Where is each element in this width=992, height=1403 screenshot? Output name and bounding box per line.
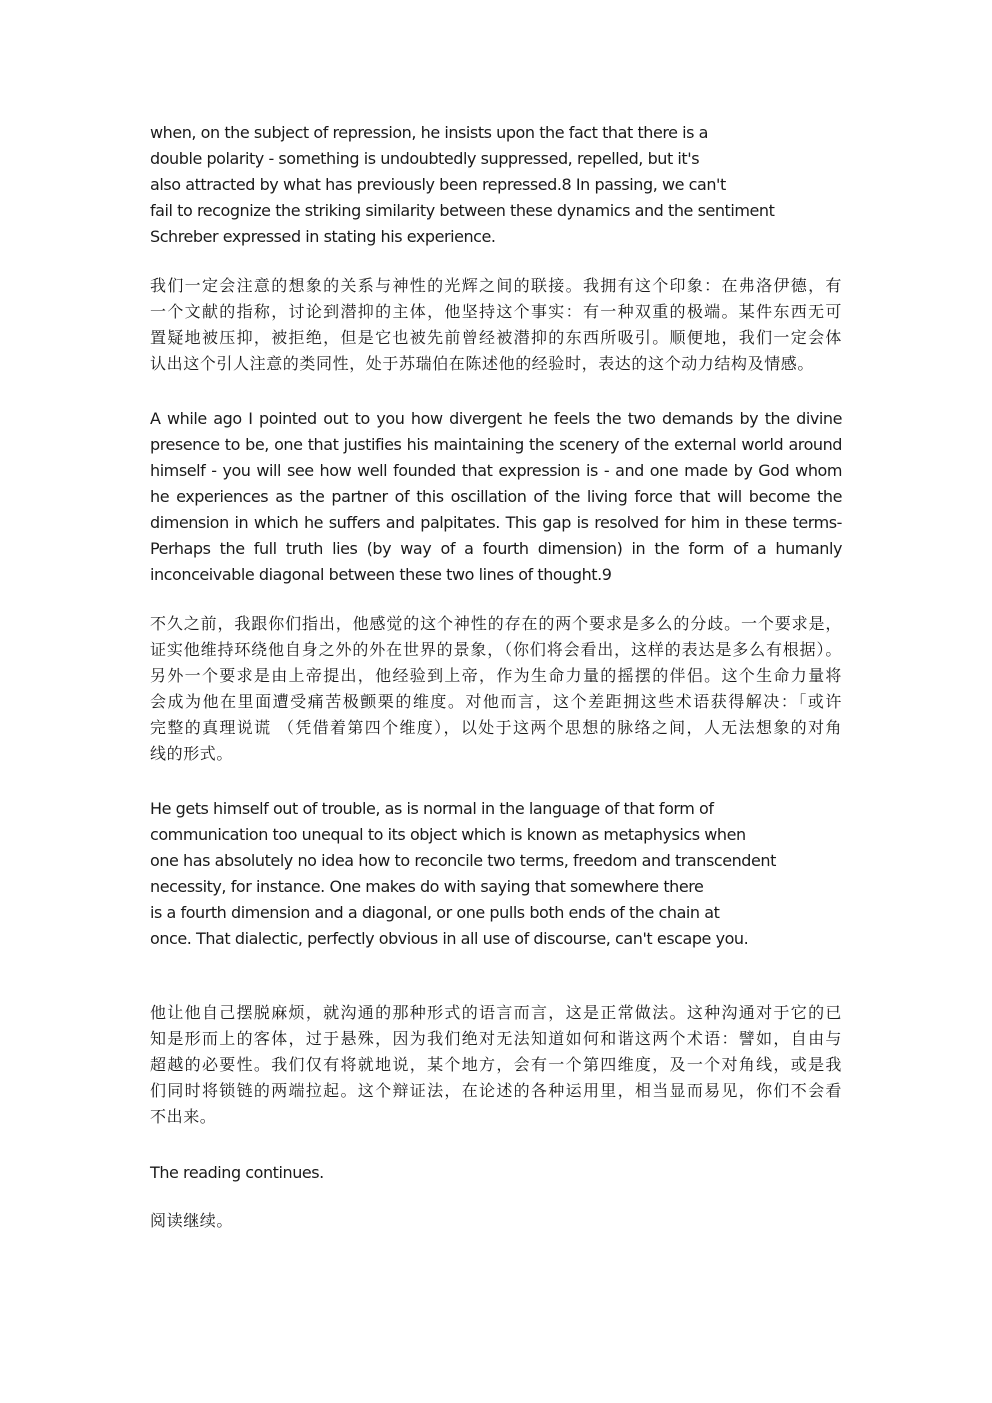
text-line: double polarity - something is undoubtedly suppressed, repelled, but it's: [150, 149, 700, 168]
paragraph-zh-3: [150, 1000, 842, 1130]
text-line: communication too unequal to its object which is known as metaphysics when: [150, 825, 746, 844]
text-line: when, on the subject of repression, he insists upon the fact that there is a: [150, 123, 709, 142]
text-line: 证实他维持环绕他自身之外的外在世界的景象，（你们将会看出，这样的表达是多么有根据）。: [150, 640, 842, 659]
paragraph-en-3: [150, 796, 842, 952]
text-line: 阅读继续。: [150, 1211, 234, 1230]
paragraph-en-4: [150, 1160, 842, 1186]
text-line: 不出来。: [150, 1107, 217, 1126]
text-line: 不久之前，我跟你们指出，他感觉的这个神性的存在的两个要求是多么的分歧。一个要求是，: [150, 614, 842, 633]
text-line: fail to recognize the striking similarity between these dynamics and the sentiment: [150, 201, 775, 220]
text-line: is a fourth dimension and a diagonal, or one pulls both ends of the chain at: [150, 903, 720, 922]
paragraph-en-1: [150, 120, 842, 250]
text-line: 完整的真理说谎 （凭借着第四个维度），以处于这两个思想的脉络之间，人无法想象的对角: [150, 718, 842, 737]
text-line: He gets himself out of trouble, as is normal in the language of that form of: [150, 799, 714, 818]
text-line: A while ago I pointed out to you how divergent he feels the two demands by the divine: [150, 409, 842, 428]
text-line: he experiences as the partner of this oscillation of the living force that will become the: [150, 487, 842, 506]
text-line: dimension in which he suffers and palpitates. This gap is resolved for him in these terms-: [150, 513, 842, 532]
paragraph-zh-2: [150, 611, 842, 767]
text-line: 知是形而上的客体，过于悬殊，因为我们绝对无法知道如何和谐这两个术语：譬如，自由与: [150, 1029, 842, 1048]
text-line: 线的形式。: [150, 744, 234, 763]
text-line: 另外一个要求是由上帝提出，他经验到上帝，作为生命力量的摇摆的伴侣。这个生命力量将: [150, 666, 842, 685]
text-line: presence to be, one that justifies his maintaining the scenery of the external world around: [150, 435, 842, 454]
text-line: 认出这个引人注意的类同性，处于苏瑞伯在陈述他的经验时，表达的这个动力结构及情感。: [150, 354, 815, 373]
text-line: necessity, for instance. One makes do with saying that somewhere there: [150, 877, 704, 896]
text-line: 会成为他在里面遭受痛苦极颤栗的维度。对他而言，这个差距拥这些术语获得解决：「或许: [150, 692, 842, 711]
text-line: also attracted by what has previously been repressed.8 In passing, we can't: [150, 175, 726, 194]
text-line: 我们一定会注意的想象的关系与神性的光辉之间的联接。我拥有这个印象：在弗洛伊德，有: [150, 276, 842, 295]
text-line: himself - you will see how well founded that expression is - and one made by God whom: [150, 461, 842, 480]
paragraph-zh-4: [150, 1208, 842, 1234]
text-line: inconceivable diagonal between these two lines of thought.9: [150, 565, 612, 584]
text-line: 置疑地被压抑，被拒绝，但是它也被先前曾经被潜抑的东西所吸引。顺便地，我们一定会体: [150, 328, 842, 347]
text-line: once. That dialectic, perfectly obvious in all use of discourse, can't escape you.: [150, 929, 749, 948]
text-line: Perhaps the full truth lies (by way of a fourth dimension) in the form of a humanly: [150, 539, 842, 558]
text-line: 他让他自己摆脱麻烦，就沟通的那种形式的语言而言，这是正常做法。这种沟通对于它的已: [150, 1003, 842, 1022]
text-line: one has absolutely no idea how to reconcile two terms, freedom and transcendent: [150, 851, 776, 870]
text-line: Schreber expressed in stating his experience.: [150, 227, 496, 246]
paragraph-en-2: [150, 406, 842, 588]
text-line: 超越的必要性。我们仅有将就地说，某个地方，会有一个第四维度，及一个对角线，或是我: [150, 1055, 842, 1074]
text-line: 一个文献的指称，讨论到潜抑的主体，他坚持这个事实：有一种双重的极端。某件东西无可: [150, 302, 842, 321]
text-line: The reading continues.: [150, 1163, 324, 1182]
text-line: 们同时将锁链的两端拉起。这个辩证法，在论述的各种运用里，相当显而易见，你们不会看: [150, 1081, 842, 1100]
paragraph-zh-1: [150, 273, 842, 377]
